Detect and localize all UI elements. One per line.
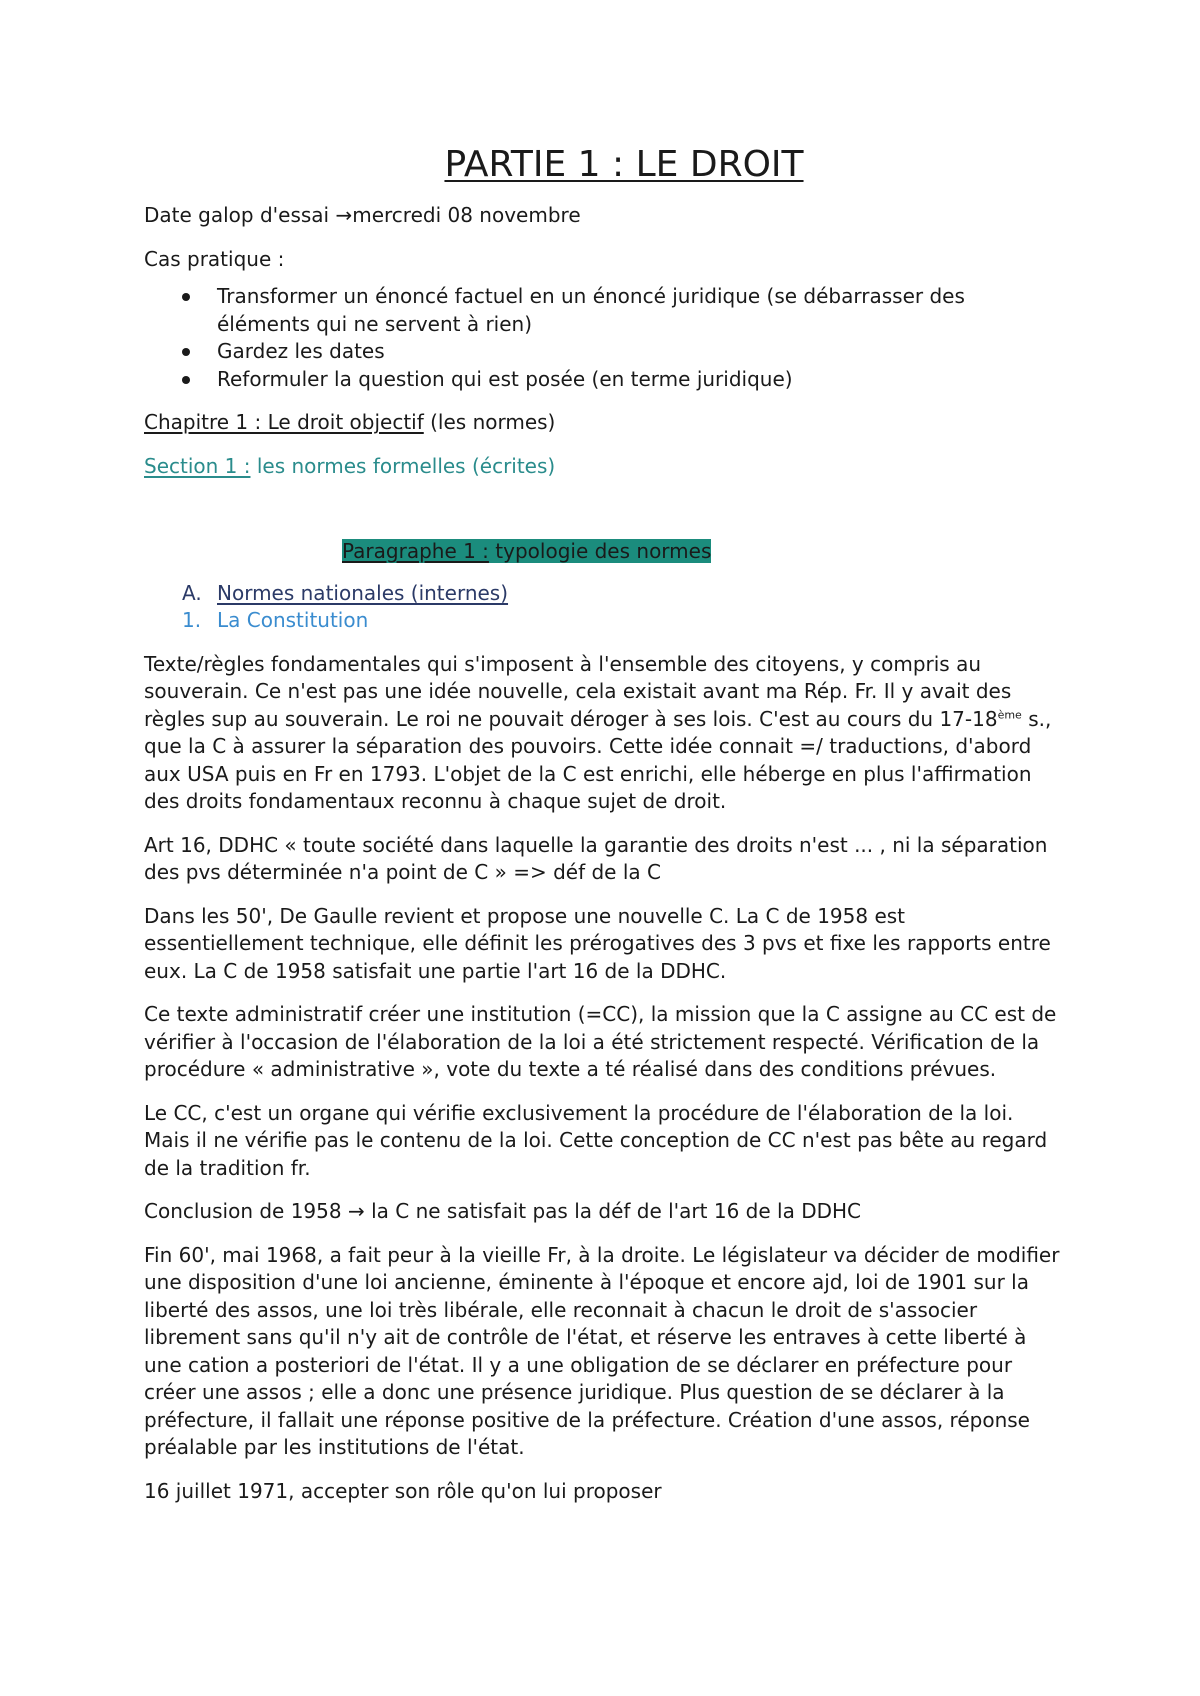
paragraph-label: Paragraphe 1 : — [342, 539, 489, 563]
superscript: ème — [997, 707, 1022, 721]
paragraph-3: Dans les 50', De Gaulle revient et propose une nouvelle C. La C de 1958 est essentiellement technique, elle définit les prérogatives des 3 pvs et fixe les rapports entre eux. La C de 1958 satisfait une partie l'art 16 de la DDHC. — [144, 903, 1051, 983]
chapter-suffix: (les normes) — [423, 410, 556, 434]
paragraph-1-text-a: Texte/règles fondamentales qui s'imposent à l'ensemble des citoyens, y compris au souverain. Ce n'est pas une idée nouvelle, cela existait avant ma Rép. Fr. Il y avait des règles sup au souverain. Le roi ne pouvait déroger à ses lois. C'est au cours du 17-18 — [144, 651, 1012, 731]
page-title: PARTIE 1 : LE DROIT — [444, 144, 804, 185]
heading-a-number: A. — [182, 580, 202, 605]
document-page — [144, 140, 1064, 1521]
list-item: Gardez les dates — [144, 338, 1064, 366]
paragraph-highlight — [342, 539, 711, 563]
paragraph-2: Art 16, DDHC « toute société dans laquelle la garantie des droits n'est ... , ni la séparation des pvs déterminée n'a point de C » => déf de la C — [144, 832, 1048, 884]
paragraph-heading — [342, 538, 1064, 566]
list-item: Transformer un énoncé factuel en un énoncé juridique (se débarrasser des éléments qui ne servent à rien) — [144, 283, 1064, 338]
paragraph-5: Le CC, c'est un organe qui vérifie exclusivement la procédure de l'élaboration de la loi. Mais il ne vérifie pas le contenu de la loi. Cette conception de CC n'est pas bête au regard de la tradition fr. — [144, 1100, 1048, 1180]
date-value: mercredi 08 novembre — [352, 203, 581, 227]
date-line — [144, 202, 1064, 230]
date-label: Date galop d'essai — [144, 203, 336, 227]
ordered-headings — [144, 580, 1064, 635]
paragraph-6-text-a: Conclusion de 1958 — [144, 1199, 348, 1223]
arrow-right-icon: → — [335, 203, 353, 227]
heading-1-number: 1. — [182, 608, 202, 632]
section-heading — [144, 453, 1064, 481]
heading-a — [144, 580, 1064, 608]
paragraph-7: Fin 60', mai 1968, a fait peur à la vieille Fr, à la droite. Le législateur va décider de modifier une disposition d'une loi ancienne, éminente à l'époque et encore ajd, loi de 1901 sur la liberté des assos, une loi très libérale, elle reconnait à chacun le droit de s'associer librement sans qu'il n'y ait de contrôle de l'état, et réserve les entraves à cette liberté à une cation a posteriori de l'état. Il y a une obligation de se déclarer en préfecture pour créer une assos ; elle a donc une présence juridique. Plus question de se déclarer à la préfecture, il fallait une réponse positive de la préfecture. Création d'une assos, réponse préalable par les institutions de l'état. — [144, 1242, 1060, 1459]
paragraph-4: Ce texte administratif créer une institution (=CC), la mission que la C assigne au CC est de vérifier à l'occasion de l'élaboration de la loi a été strictement respecté. Vérification de la procédure « administrative », vote du texte a té réalisé dans des conditions prévues. — [144, 1002, 1057, 1081]
paragraph-1 — [144, 651, 1064, 816]
chapter-label: Chapitre 1 : Le droit objectif — [144, 410, 424, 434]
chapter-heading — [144, 409, 1064, 437]
section-suffix: les normes formelles (écrites) — [250, 453, 556, 478]
paragraph-1-text-b: s., que la C à assurer la séparation des pouvoirs. Cette idée connait =/ traductions, d'abord aux USA puis en Fr en 1793. L'objet de la C est enrichi, elle héberge en plus l'affirmation des droits fondamentaux reconnu à chaque sujet de droit. — [144, 706, 1052, 813]
paragraph-6-text-b: la C ne satisfait pas la déf de l'art 16 de la DDHC — [364, 1199, 861, 1223]
paragraph-6 — [144, 1198, 1064, 1226]
heading-1-label: La Constitution — [217, 608, 369, 632]
heading-1 — [144, 607, 1064, 635]
paragraph-suffix: typologie des normes — [488, 539, 712, 563]
section-label: Section 1 : — [144, 453, 251, 478]
arrow-right-icon: → — [347, 1199, 365, 1223]
list-item: Reformuler la question qui est posée (en terme juridique) — [144, 366, 1064, 394]
cas-pratique-list — [144, 283, 1064, 393]
cas-pratique-label: Cas pratique : — [144, 246, 285, 271]
heading-a-label: Normes nationales (internes) — [217, 580, 509, 605]
paragraph-8: 16 juillet 1971, accepter son rôle qu'on lui proposer — [144, 1478, 662, 1503]
